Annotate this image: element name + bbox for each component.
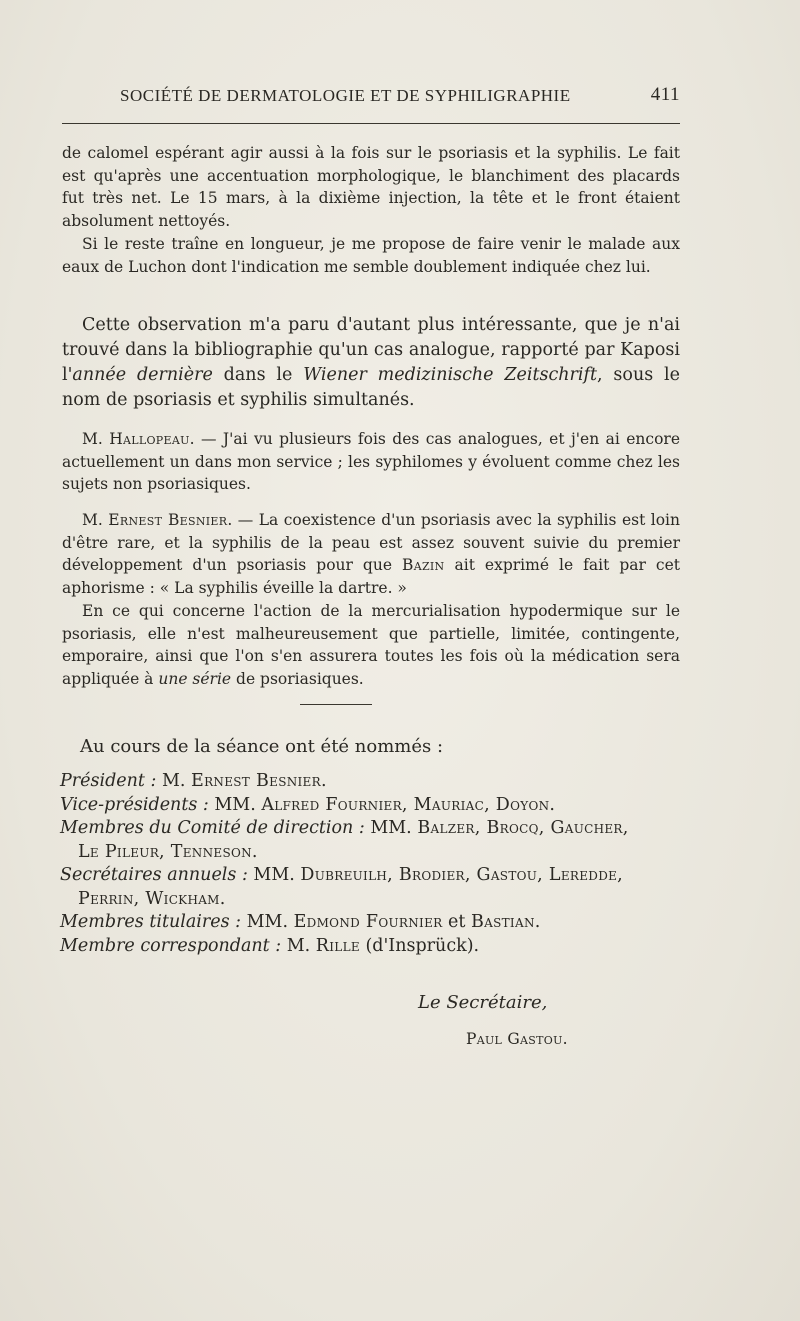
text-run: MM. <box>241 912 294 932</box>
italic-run: une série <box>158 669 232 688</box>
paragraph-text: Si le reste traîne en longueur, je me propose de faire venir le malade aux eaux de Luchon dont l'indication me semble doublement indiquée chez lui. <box>62 235 680 276</box>
author-name: Bazin <box>402 556 445 574</box>
member-names: Perrin, Wickham. <box>78 888 226 909</box>
text-run: . — J'ai vu plusieurs fois des cas analogues, et j'en ai encore actuellement un dans mon service ; les syphilomes y évoluent comme chez les sujets non psoriasiques. <box>62 430 680 493</box>
text-run: M. <box>281 935 316 956</box>
speaker-name: Hallopeau <box>109 430 190 448</box>
text-run: de psoriasiques. <box>231 669 364 688</box>
text-run: MM. <box>247 865 301 885</box>
paragraph-hallopeau <box>62 428 680 496</box>
page-number: 411 <box>650 84 680 105</box>
member-names: Edmond Fournier <box>293 912 443 932</box>
text-run: M. <box>156 771 192 791</box>
text-run: et <box>442 912 471 932</box>
role-label: Membres du Comité de direction : <box>60 818 365 838</box>
journal-title: Wiener medizinische Zeitschrift <box>303 365 598 385</box>
nomination-secretaires <box>60 864 682 888</box>
role-label: Secrétaires annuels : <box>60 865 248 885</box>
member-names: Alfred Fournier, Mauriac, Doyon. <box>261 794 556 815</box>
text-run: ait exprimé le fait par cet aphorisme : « La syphilis éveille la dartre. » <box>62 556 680 597</box>
paragraph-text <box>62 428 680 496</box>
paragraph-besnier <box>62 509 680 599</box>
role-label: Vice-présidents : <box>60 794 209 815</box>
role-label: Président : <box>60 771 157 791</box>
text-run: MM. <box>364 818 418 838</box>
member-names: Bastian. <box>470 912 541 932</box>
nomination-secretaires-cont <box>60 888 682 912</box>
member-names: Dubreuilh, Brodier, Gastou, Leredde, <box>300 865 624 885</box>
nominations-intro: Au cours de la séance ont été nommés : <box>80 736 444 757</box>
paragraph-mercurialisation <box>62 600 680 690</box>
nomination-titulaires <box>60 911 682 935</box>
speaker-name: Ernest Besnier <box>108 511 228 529</box>
paragraph-text <box>62 600 680 690</box>
role-label: Membre correspondant : <box>60 935 282 956</box>
text-run: En ce qui concerne l'action de la mercurialisation hypodermique sur le psoriasis, elle n'est malheureusement que partielle, limitée, contingente, emporaire, ainsi que l'on s'en assurera toutes les fois où la médication sera appliquée à <box>62 602 680 688</box>
role-label: Membres titulaires : <box>60 912 242 932</box>
text-run: Cette observation m'a paru d'autant plus intéressante, que je n'ai trouvé dans la bibliographie qu'un cas analogue, rapporté par Kaposi l' <box>62 315 680 385</box>
running-title: SOCIÉTÉ DE DERMATOLOGIE ET DE SYPHILIGRAPHIE <box>120 86 571 105</box>
member-names: Rille <box>315 935 360 956</box>
text-run: dans le <box>212 365 304 385</box>
nomination-president <box>60 770 682 794</box>
text-run: M. <box>82 430 110 448</box>
italic-run: année dernière <box>72 365 213 385</box>
paragraph-calomel <box>62 142 680 232</box>
text-run: (d'Insprück). <box>359 935 480 956</box>
signature-role: Le Secrétaire, <box>418 992 548 1013</box>
paragraph-text: de calomel espérant agir aussi à la fois sur le psoriasis et la syphilis. Le fait est qu'après une accentuation morphologique, le blanchiment des placards fut très net. Le 15 mars, à la dixième injection, la tête et le front étaient absolument nettoyés. <box>62 144 680 230</box>
nominations-list <box>60 770 682 958</box>
paragraph-text <box>62 509 680 599</box>
nomination-correspondant <box>60 935 682 959</box>
paragraph-text <box>62 313 680 413</box>
paragraph-observation <box>62 313 680 413</box>
signature-name: Paul Gastou. <box>466 1030 568 1048</box>
paragraph-luchon <box>62 233 680 278</box>
nomination-comite-cont <box>60 841 682 865</box>
member-names: Balzer, Brocq, Gaucher, <box>417 818 629 838</box>
member-names: Le Pileur, Tenneson. <box>78 841 258 862</box>
text-run: , sous le nom de psoriasis et syphilis simultanés. <box>62 365 680 410</box>
text-run: M. <box>82 511 109 529</box>
section-divider <box>300 704 372 705</box>
header-rule <box>62 123 680 124</box>
member-names: Ernest Besnier. <box>191 771 327 791</box>
text-run: MM. <box>208 794 262 815</box>
nomination-vice-presidents <box>60 794 682 818</box>
nomination-comite <box>60 817 682 841</box>
text-run: . — La coexistence d'un psoriasis avec la syphilis est loin d'être rare, et la syphilis de la peau est assez souvent suivie du premier développement d'un psoriasis pour que <box>62 511 680 574</box>
running-header <box>62 86 680 114</box>
